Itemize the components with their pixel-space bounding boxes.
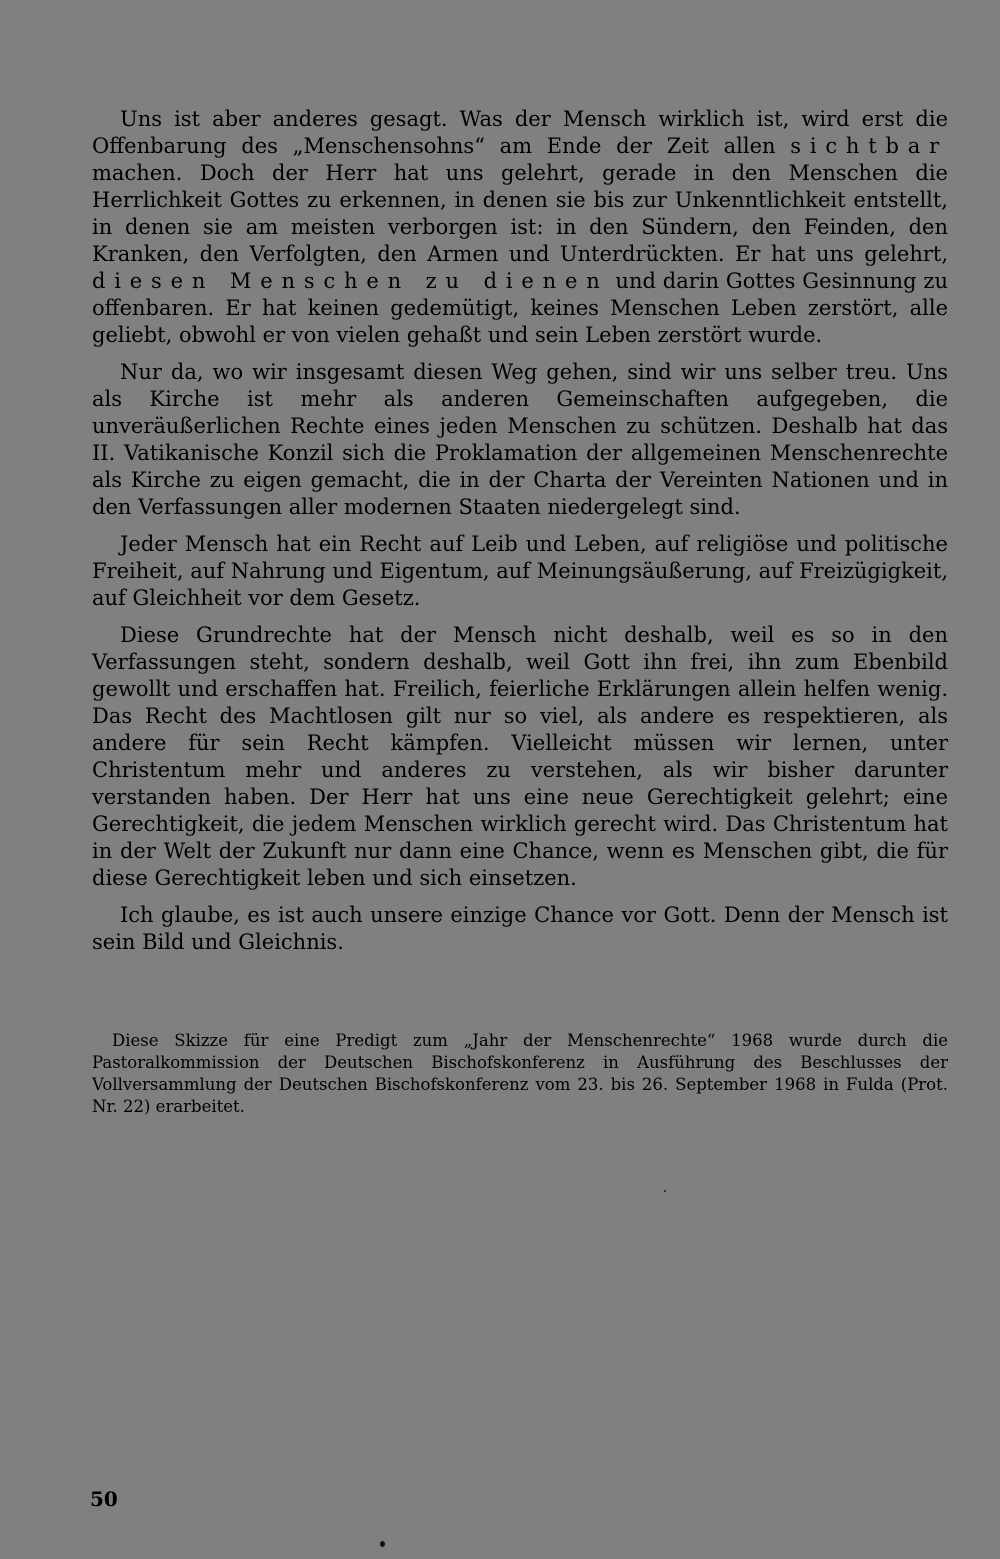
paragraph-1-text-c: und darin Gottes Gesinnung zu offenbaren. Er hat keinen gedemütigt, keines Menschen Leben zerstört, alle geliebt, obwohl er von vielen gehaßt und sein Leben zerstört wurde. (92, 269, 948, 347)
page-number: 50 (90, 1487, 118, 1511)
paragraph-2: Nur da, wo wir insgesamt diesen Weg gehen, sind wir uns selber treu. Uns als Kirche ist mehr als anderen Gemeinschaften aufgegeben, die unveräußerlichen Rechte eines jeden Menschen zu schützen. Deshalb hat das II. Vatikanische Konzil sich die Proklamation der allgemeinen Menschenrechte als Kirche zu eigen gemacht, die in der Charta der Vereinten Nationen und in den Verfassungen aller modernen Staaten niedergelegt sind. (92, 360, 948, 519)
paragraph-5: Ich glaube, es ist auch unsere einzige Chance vor Gott. Denn der Mensch ist sein Bild und Gleichnis. (92, 903, 948, 954)
emphasis-sichtbar: sichtbar (790, 134, 948, 158)
paragraph-1-text-a: Uns ist aber anderes gesagt. Was der Mensch wirklich ist, wird erst die Offenbarung des „Menschensohns“ am Ende der Zeit allen (92, 107, 948, 158)
emphasis-diesen-menschen-zu-dienen: diesen Menschen zu dienen (92, 269, 609, 293)
paragraph-4: Diese Grundrechte hat der Mensch nicht deshalb, weil es so in den Verfassungen steht, sondern deshalb, weil Gott ihn frei, ihn zum Ebenbild gewollt und erschaffen hat. Freilich, feierliche Erklärungen allein helfen wenig. Das Recht des Machtlosen gilt nur so viel, als andere es respektieren, als andere für sein Recht kämpfen. Vielleicht müssen wir lernen, unter Christentum mehr und anderes zu verstehen, als wir bisher darunter verstanden haben. Der Herr hat uns eine neue Gerechtigkeit gelehrt; eine Gerechtigkeit, die jedem Menschen wirklich gerecht wird. Das Christentum hat in der Welt der Zukunft nur dann eine Chance, wenn es Menschen gibt, die für diese Gerechtigkeit leben und sich einsetzen. (92, 623, 948, 890)
paragraph-1 (92, 106, 948, 349)
scan-speck (664, 1190, 666, 1192)
paragraph-1-text-b: machen. Doch der Herr hat uns gelehrt, gerade in den Menschen die Herrlichkeit Gottes zu erkennen, in denen sie bis zur Unkenntlichkeit entstellt, in denen sie am meisten verborgen ist: in den Sündern, den Feinden, den Kranken, den Verfolgten, den Armen und Unterdrückten. Er hat uns gelehrt, (92, 161, 948, 266)
footnote: Diese Skizze für eine Predigt zum „Jahr der Menschenrechte“ 1968 wurde durch die Pastoralkommission der Deutschen Bischofskonferenz in Ausführung des Beschlusses der Vollversammlung der Deutschen Bischofskonferenz vom 23. bis 26. September 1968 in Fulda (Prot. Nr. 22) erarbeitet. (92, 1031, 948, 1116)
main-text (92, 106, 948, 966)
paragraph-3: Jeder Mensch hat ein Recht auf Leib und Leben, auf religiöse und politische Freiheit, auf Nahrung und Eigentum, auf Meinungsäußerung, auf Freizügigkeit, auf Gleichheit vor dem Gesetz. (92, 532, 948, 610)
scan-speck (380, 1541, 385, 1547)
